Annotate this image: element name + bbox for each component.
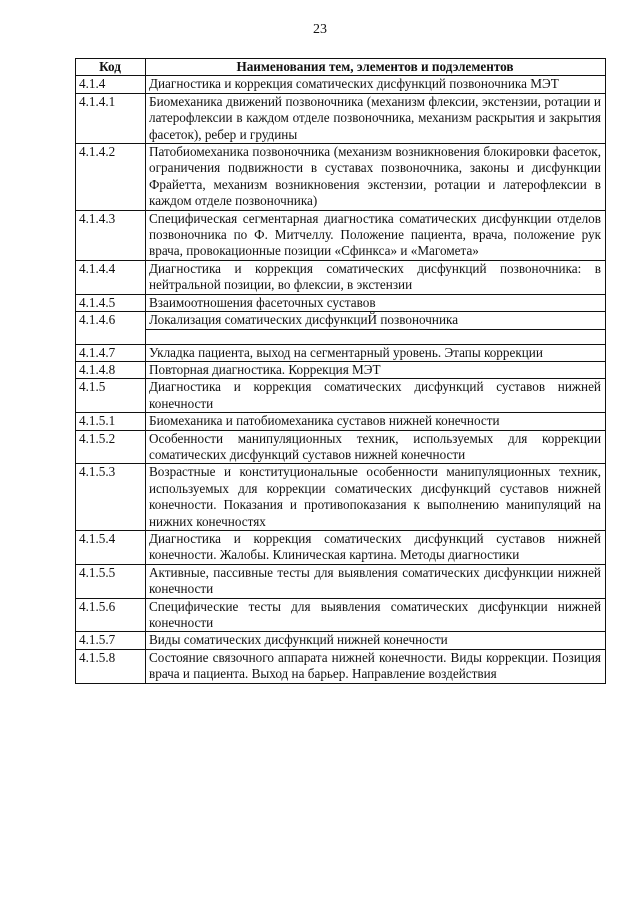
row-code: 4.1.5.4 bbox=[76, 530, 146, 564]
table-row bbox=[76, 413, 606, 430]
row-code: 4.1.4.8 bbox=[76, 361, 146, 378]
table-row bbox=[76, 379, 606, 413]
row-name: Специфические тесты для выявления соматических дисфункции нижней конечности bbox=[146, 598, 606, 632]
row-name: Биомеханика и патобиомеханика суставов нижней конечности bbox=[146, 413, 606, 430]
header-name: Наименования тем, элементов и подэлементов bbox=[146, 59, 606, 76]
table-row bbox=[76, 76, 606, 93]
table-row bbox=[76, 598, 606, 632]
row-code: 4.1.5.8 bbox=[76, 649, 146, 683]
row-name: Укладка пациента, выход на сегментарный уровень. Этапы коррекции bbox=[146, 344, 606, 361]
row-code: 4.1.5.3 bbox=[76, 464, 146, 531]
table-row bbox=[76, 344, 606, 361]
table-row bbox=[76, 649, 606, 683]
table-row bbox=[76, 294, 606, 311]
row-code: 4.1.5.1 bbox=[76, 413, 146, 430]
row-code: 4.1.4.5 bbox=[76, 294, 146, 311]
row-name: Патобиомеханика позвоночника (механизм возникновения блокировки фасеток, ограничения подвижности в суставах позвоночника, законы и дисфункции Фрайетта, механизм возникновения экстензии, ротации и латерофлексии в каждом отделе позвоночника) bbox=[146, 144, 606, 211]
row-name: Биомеханика движений позвоночника (механизм флексии, экстензии, ротации и латерофлексии в каждом отделе позвоночника, механизм раскрытия и закрытия фасеток), ребер и грудины bbox=[146, 93, 606, 143]
page-number: 23 bbox=[313, 22, 327, 37]
row-name: Специфическая сегментарная диагностика соматических дисфункции отделов позвоночника по Ф. Митчеллу. Положение пациента, врача, положение рук врача, провокационные позиции «Сфинкса» и «Магомета» bbox=[146, 210, 606, 260]
row-name: Состояние связочного аппарата нижней конечности. Виды коррекции. Позиция врача и пациента. Выход на барьер. Направление воздействия bbox=[146, 649, 606, 683]
table-row bbox=[76, 260, 606, 294]
row-code: 4.1.5.7 bbox=[76, 632, 146, 649]
row-code: 4.1.4.7 bbox=[76, 344, 146, 361]
row-code: 4.1.4.4 bbox=[76, 260, 146, 294]
empty-cell bbox=[146, 329, 606, 344]
curriculum-table bbox=[75, 58, 606, 684]
row-code: 4.1.5 bbox=[76, 379, 146, 413]
row-name: Возрастные и конституциональные особенности манипуляционных техник, используемых для коррекции соматических дисфункций суставов нижней конечности. Показания и противопоказания к выполнению манипуляций на нижних конечностях bbox=[146, 464, 606, 531]
table-row bbox=[76, 210, 606, 260]
table-row bbox=[76, 93, 606, 143]
table-row bbox=[76, 632, 606, 649]
header-code: Код bbox=[76, 59, 146, 76]
row-name: Повторная диагностика. Коррекция МЭТ bbox=[146, 361, 606, 378]
table-row bbox=[76, 530, 606, 564]
row-name: Особенности манипуляционных техник, используемых для коррекции соматических дисфункций суставов нижней конечности bbox=[146, 430, 606, 464]
table-row bbox=[76, 144, 606, 211]
table-row bbox=[76, 312, 606, 329]
row-code: 4.1.5.5 bbox=[76, 564, 146, 598]
row-name: Локализация соматических дисфункциЙ позвоночника bbox=[146, 312, 606, 329]
table-row bbox=[76, 430, 606, 464]
row-code: 4.1.5.2 bbox=[76, 430, 146, 464]
row-code: 4.1.4.6 bbox=[76, 312, 146, 344]
row-code: 4.1.4.1 bbox=[76, 93, 146, 143]
row-name: Диагностика и коррекция соматических дисфункций позвоночника: в нейтральной позиции, во флексии, в экстензии bbox=[146, 260, 606, 294]
table-row bbox=[76, 464, 606, 531]
table-header-row bbox=[76, 59, 606, 76]
row-code: 4.1.4.2 bbox=[76, 144, 146, 211]
row-name: Диагностика и коррекция соматических дисфункций суставов нижней конечности. Жалобы. Клиническая картина. Методы диагностики bbox=[146, 530, 606, 564]
table-row bbox=[76, 361, 606, 378]
table-row-empty bbox=[76, 329, 606, 344]
row-code: 4.1.4 bbox=[76, 76, 146, 93]
row-code: 4.1.5.6 bbox=[76, 598, 146, 632]
row-name: Диагностика и коррекция соматических дисфункций суставов нижней конечности bbox=[146, 379, 606, 413]
row-name: Взаимоотношения фасеточных суставов bbox=[146, 294, 606, 311]
table-row bbox=[76, 564, 606, 598]
row-name: Активные, пассивные тесты для выявления соматических дисфункции нижней конечности bbox=[146, 564, 606, 598]
row-name: Виды соматических дисфункций нижней конечности bbox=[146, 632, 606, 649]
row-name: Диагностика и коррекция соматических дисфункций позвоночника МЭТ bbox=[146, 76, 606, 93]
row-code: 4.1.4.3 bbox=[76, 210, 146, 260]
